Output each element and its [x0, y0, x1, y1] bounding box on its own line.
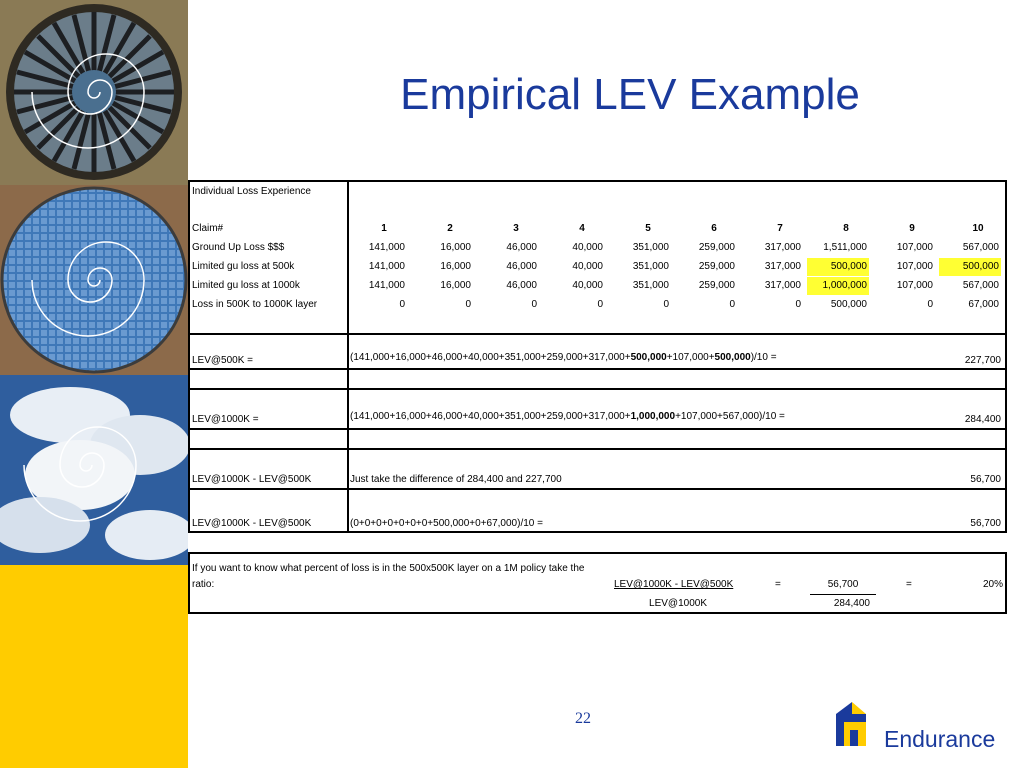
table-cell: 259,000 [698, 280, 735, 291]
table-cell: 1,511,000 [823, 242, 867, 253]
spacer-section [188, 428, 1007, 450]
table-cell: 107,000 [896, 280, 933, 291]
ratio-result: 20% [982, 579, 1003, 590]
table-cell: 567,000 [962, 280, 999, 291]
table-cell: 1,000,000 [807, 277, 869, 295]
lev1000-formula: (141,000+16,000+46,000+40,000+351,000+259,000+317,000+1,000,000+107,000+567,000)/10 = [350, 411, 785, 422]
lev1000-section [188, 388, 1007, 430]
table-cell: 0 [531, 299, 537, 310]
table-cell: 16,000 [440, 280, 471, 291]
ratio-numerator-value: 56,700 [827, 579, 859, 590]
claim-number: 6 [711, 223, 717, 234]
lev1000-result: 284,400 [964, 414, 1001, 425]
table-cell: 0 [795, 299, 801, 310]
page-title: Empirical LEV Example [400, 70, 860, 119]
difference-result: 56,700 [970, 474, 1001, 485]
table-cell: 16,000 [440, 242, 471, 253]
column-divider [347, 490, 349, 531]
lev500-label: LEV@500K = [192, 355, 254, 366]
table-cell: 46,000 [506, 261, 537, 272]
ratio-section [188, 552, 1007, 614]
difference-formula-label: LEV@1000K - LEV@500K [192, 518, 312, 529]
claim-header: Claim# [192, 223, 224, 234]
spacer-section [188, 368, 1007, 390]
table-cell: 351,000 [632, 280, 669, 291]
difference-formula-text: (0+0+0+0+0+0+0+500,000+0+67,000)/10 = [350, 518, 543, 529]
table-cell: 500,000 [939, 258, 1001, 276]
table-cell: 46,000 [506, 242, 537, 253]
lev500-formula: (141,000+16,000+46,000+40,000+351,000+259,000+317,000+500,000+107,000+500,000)/10 = [350, 352, 777, 363]
table-cell: 40,000 [572, 280, 603, 291]
page-number: 22 [575, 710, 591, 727]
claim-number: 4 [579, 223, 585, 234]
table-cell: 141,000 [368, 280, 405, 291]
claim-number: 10 [972, 223, 984, 234]
table-cell: 567,000 [962, 242, 999, 253]
table-cell: 40,000 [572, 261, 603, 272]
table-cell: 0 [597, 299, 603, 310]
fraction-bar [810, 594, 876, 595]
table-cell: 351,000 [632, 242, 669, 253]
turbine-image [0, 0, 188, 185]
difference-label: LEV@1000K - LEV@500K [192, 474, 312, 485]
row-label: Limited gu loss at 500k [192, 261, 295, 272]
table-cell: 500,000 [830, 299, 867, 310]
column-divider [347, 430, 349, 448]
table-cell: 0 [465, 299, 471, 310]
table-cell: 317,000 [764, 280, 801, 291]
claim-number: 9 [909, 223, 915, 234]
claim-number: 8 [843, 223, 849, 234]
row-label: Loss in 500K to 1000K layer [192, 299, 318, 310]
ratio-denominator-label: LEV@1000K [649, 598, 707, 609]
loss-experience-section [188, 180, 1007, 335]
claim-number: 3 [513, 223, 519, 234]
table-cell: 40,000 [572, 242, 603, 253]
table-cell: 0 [663, 299, 669, 310]
table-cell: 317,000 [764, 261, 801, 272]
column-divider [347, 335, 349, 368]
ratio-denominator-value: 284,400 [833, 598, 870, 609]
column-divider [347, 370, 349, 388]
table-cell: 107,000 [896, 261, 933, 272]
table-cell: 0 [927, 299, 933, 310]
claim-number: 2 [447, 223, 453, 234]
table-cell: 351,000 [632, 261, 669, 272]
endurance-logo [830, 700, 880, 755]
difference-formula-section [188, 488, 1007, 533]
table-cell: 16,000 [440, 261, 471, 272]
lev500-section [188, 333, 1007, 370]
table-cell: 46,000 [506, 280, 537, 291]
lev1000-label: LEV@1000K = [192, 414, 259, 425]
table-cell: 500,000 [807, 258, 869, 276]
column-divider [347, 450, 349, 488]
ratio-equals-1: = [775, 579, 781, 590]
table-cell: 259,000 [698, 261, 735, 272]
table-cell: 141,000 [368, 242, 405, 253]
logo-wordmark: Endurance [884, 726, 996, 752]
storm-image [0, 375, 188, 565]
table-cell: 317,000 [764, 242, 801, 253]
table-cell: 67,000 [968, 299, 999, 310]
row-label: Limited gu loss at 1000k [192, 280, 300, 291]
difference-section [188, 448, 1007, 490]
ratio-intro-line1: If you want to know what percent of loss is in the 500x500K layer on a 1M policy take the [192, 563, 585, 574]
yellow-panel [0, 565, 188, 768]
ratio-numerator-label: LEV@1000K - LEV@500K [614, 579, 734, 590]
wafer-image [0, 185, 188, 375]
lev500-result: 227,700 [964, 355, 1001, 366]
difference-formula-result: 56,700 [970, 518, 1001, 529]
row-label: Ground Up Loss $$$ [192, 242, 285, 253]
claim-number: 1 [381, 223, 387, 234]
ratio-intro-line2: ratio: [192, 579, 215, 590]
ratio-equals-2: = [906, 579, 912, 590]
table-cell: 0 [729, 299, 735, 310]
table-heading: Individual Loss Experience [192, 186, 311, 197]
table-cell: 107,000 [896, 242, 933, 253]
table-cell: 0 [399, 299, 405, 310]
column-divider [347, 390, 349, 428]
table-cell: 141,000 [368, 261, 405, 272]
claim-number: 7 [777, 223, 783, 234]
table-cell: 259,000 [698, 242, 735, 253]
difference-text: Just take the difference of 284,400 and 227,700 [350, 474, 562, 485]
claim-number: 5 [645, 223, 651, 234]
